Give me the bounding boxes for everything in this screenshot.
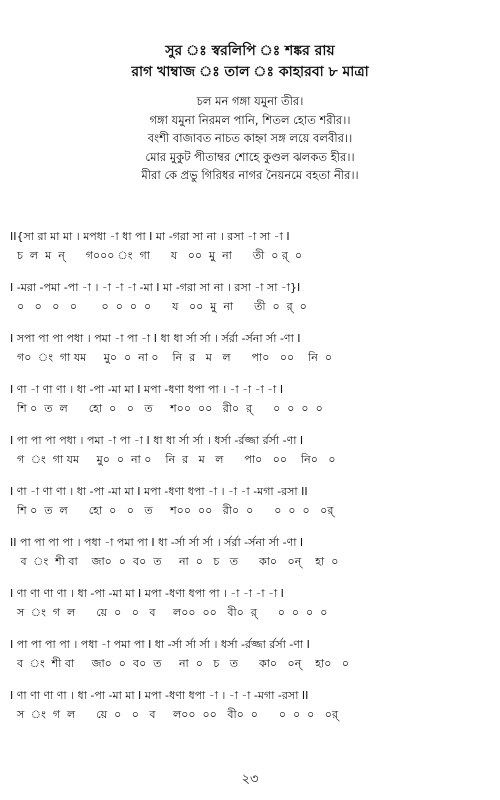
swara-row: I পা পা পা পা । পধা -া পমা পা I ধা -র্সা র্সা র্সা । ধর্সা -র্রজ্জা র্রর্সা -ণা I xyxy=(10,638,310,651)
song-header xyxy=(0,40,500,82)
syllable-row: শি ০ ত ল হো ০ ০ ত শ০০ ০০ রী০ ০ ০ ০ ০ ০র্ xyxy=(10,504,334,517)
swara-row: I ণা -া ণা ণা । ধা -পা -মা মা I মপা -ধণা ধপা -া । -া -া -মগা -রসা II xyxy=(10,485,308,498)
swara-row: I পা পা পা পধা । পমা -া পা -া I ধা ধা র্সা র্সা । ধর্সা -র্রজ্জা র্রর্সা -ণা I xyxy=(10,434,304,447)
lyric-line: চল মন গঙ্গা যমুনা তীর। xyxy=(196,94,304,108)
notation-section xyxy=(10,228,492,738)
syllable-row: গ ং গা যম মু০ ০ না ০ নি র ম ল পা০ ০০ নি০ ০ xyxy=(10,453,336,466)
syllable-row: ব ং শী বা জা০ ০ ব০ ত না ০ চ ত কা০ ০ন্ হা ০ xyxy=(10,555,339,568)
swara-row: II{সা রা মা মা । মপধা -া ধা পা I মা -গরা সা না । রসা -া সা -া I xyxy=(10,230,290,243)
syllable-row: স ং গ ল য়ে ০ ০ ব ল০০ ০০ বী০ ০ ০ ০ ০ ০র্ xyxy=(10,708,339,721)
notation-block xyxy=(10,432,492,483)
lyric-line: গঙ্গা যমুনা নিরমল পানি, শিতল হোত শরীর।। xyxy=(149,112,351,127)
swara-row: I ণা ণা ণা ণা । ধা -পা -মা মা I মপা -ধণা ধপা পা । -া -া -া -া I xyxy=(10,587,284,600)
swara-row: I -মরা -পমা -পা -া । -া -া -া -মা I মা -গরা সা না । রসা -া সা -া}I xyxy=(10,281,301,294)
swara-row: I সপা পা পা পধা । পমা -া পা -া I ধা ধা র্সা র্সা । র্সর্রা -র্সনা র্সা -ণা I xyxy=(10,332,301,345)
lyric-line: বংশী বাজাবত নাচত কাহ্না সঙ্গ লয়ে বলবীর।। xyxy=(147,131,353,145)
notation-block xyxy=(10,228,492,279)
notation-block xyxy=(10,483,492,534)
lyric-line: মীরা কে প্রভু গিরিধর নাগর নৈয়নমে বহতা নীর।। xyxy=(141,168,359,182)
notation-block xyxy=(10,636,492,687)
swara-row: I ণা -া ণা ণা । ধা -পা -মা মা I মপা -ধণা ধপা পা । -া -া -া -া I xyxy=(10,383,284,396)
notation-block xyxy=(10,381,492,432)
swara-row: II পা পা পা পা । পধা -া পমা পা I ধা -র্সা র্সা র্সা । র্সর্রা -র্সনা র্সা -ণা I xyxy=(10,536,304,549)
syllable-row: শি ০ ত ল হো ০ ০ ত শ০০ ০০ রী০ র্ ০ ০ ০ ০ xyxy=(10,402,323,415)
syllable-row: ব ং শী বা জা০ ০ ব০ ত না ০ চ ত কা০ ০ন্ হা০ ০ xyxy=(10,657,350,670)
page-number: ২৩ xyxy=(241,772,259,787)
notation-block xyxy=(10,330,492,381)
swara-row: I ণা ণা ণা ণা । ধা -পা -মা মা I মপা -ধণা ধপা -া । -া -া -মগা -রসা II xyxy=(10,689,309,702)
syllable-row: স ং গ ল য়ে ০ ০ ব ল০০ ০০ বী০ র্ ০ ০ ০ ০ xyxy=(10,606,328,619)
notation-block xyxy=(10,279,492,330)
notation-block xyxy=(10,687,492,738)
notation-block xyxy=(10,585,492,636)
syllable-row: গ০ ং গা যম মু০ ০ না ০ নি র ম ল পা০ ০০ নি ০ xyxy=(10,351,333,364)
raga-tala-line: রাগ খাম্বাজ ঃ তাল ঃ কাহারবা ৮ মাত্রা xyxy=(131,64,369,80)
lyric-line: মোর মুকুট পীতাম্বর শোহে কুণ্ডল ঝলকত হীর।। xyxy=(145,149,355,164)
notation-block xyxy=(10,534,492,585)
syllable-row: ০ ০ ০ ০ ০ ০ ০ ০ য ০০ মু না তী ০ র্ ০ xyxy=(10,300,307,313)
lyrics-stanza xyxy=(0,92,500,185)
syllable-row: চ ল ম ন্ গ০০০ ং গা য ০০ মু না তী ০ র্ ০ xyxy=(10,249,303,262)
composer-line: সুর ঃ স্বরলিপি ঃ শঙ্কর রায় xyxy=(165,43,335,59)
